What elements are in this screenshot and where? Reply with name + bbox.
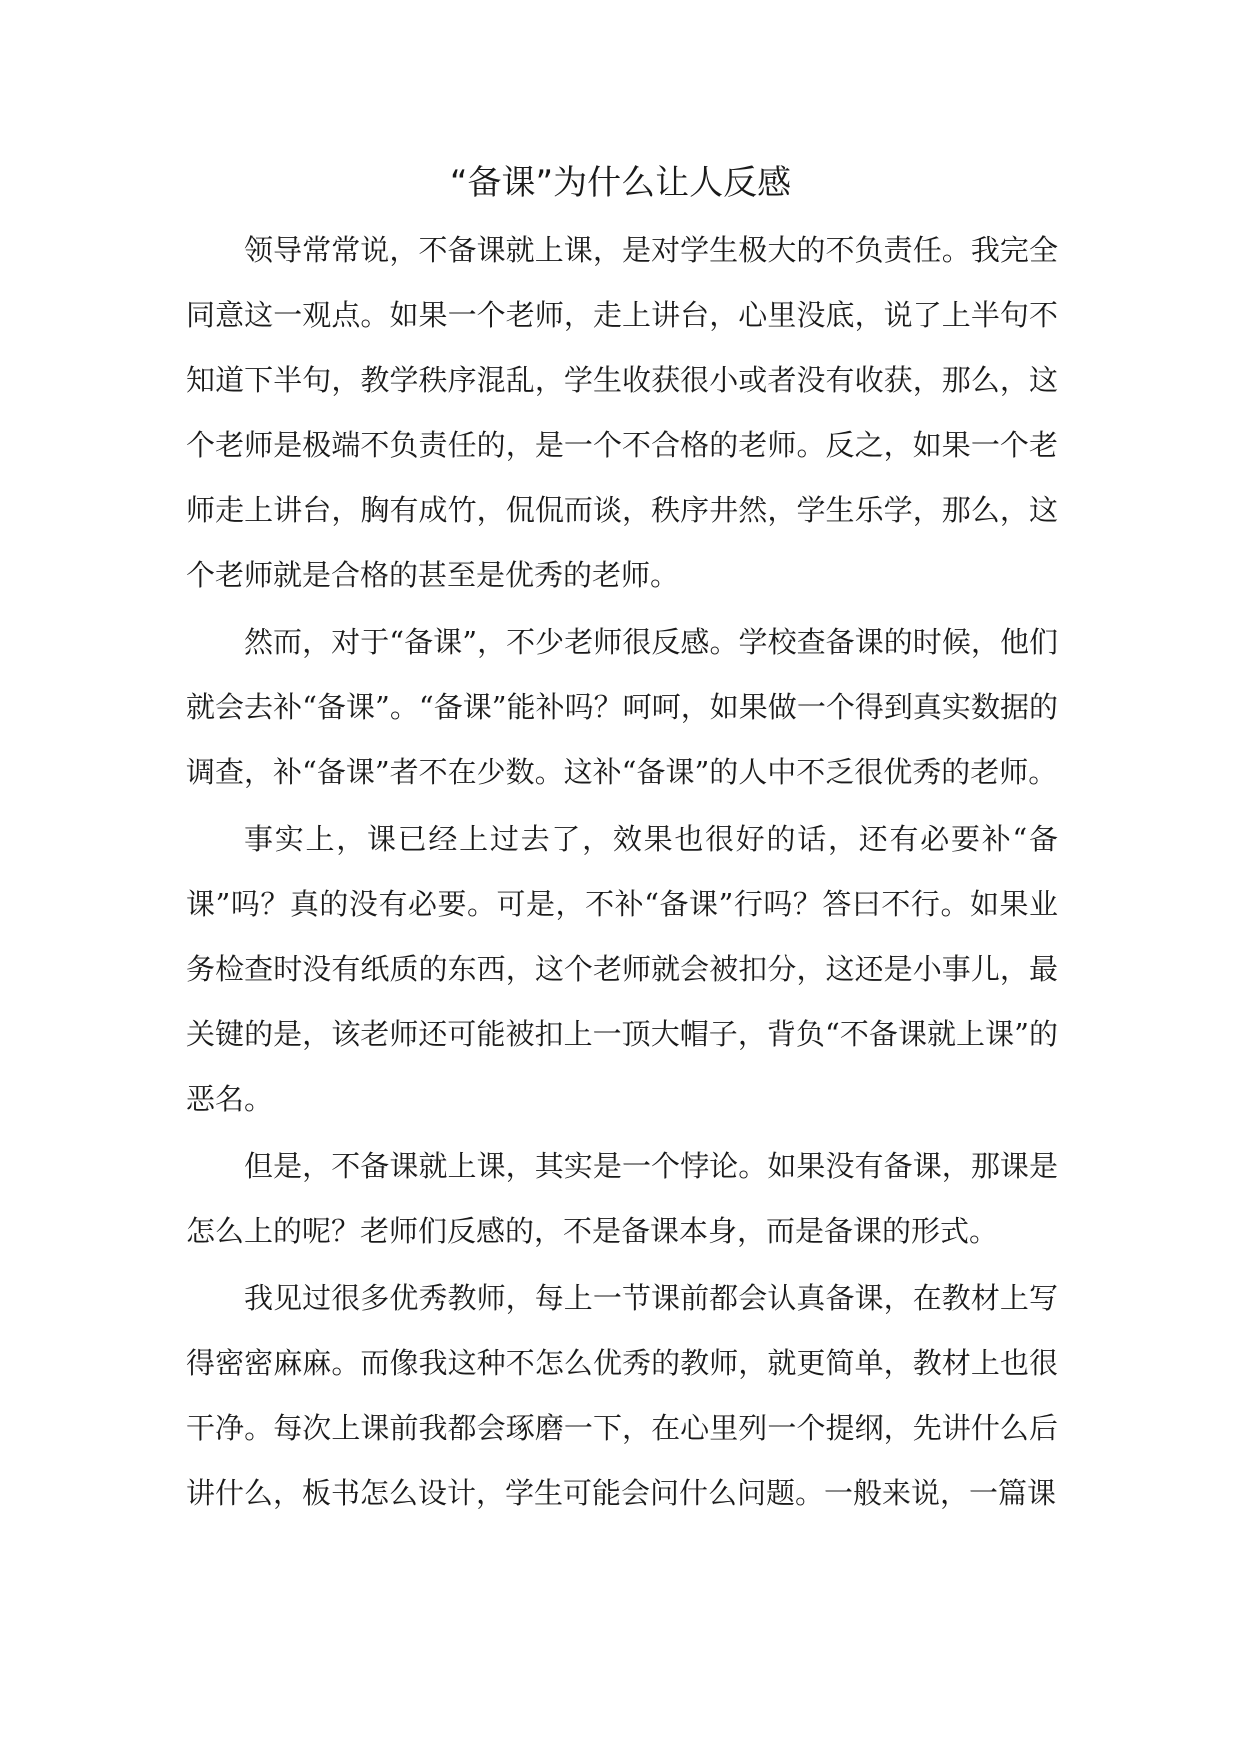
document-body bbox=[186, 218, 1058, 1528]
paragraph-2: 然而，对于“备课”，不少老师很反感。学校查备课的时候，他们就会去补“备课”。“备课”能补吗？呵呵，如果做一个得到真实数据的调查，补“备课”者不在少数。这补“备课”的人中不乏很优秀的老师。 bbox=[186, 625, 1058, 789]
paragraph-1: 领导常常说，不备课就上课，是对学生极大的不负责任。我完全同意这一观点。如果一个老师，走上讲台，心里没底，说了上半句不知道下半句，教学秩序混乱，学生收获很小或者没有收获，那么，这个老师是极端不负责任的，是一个不合格的老师。反之，如果一个老师走上讲台，胸有成竹，侃侃而谈，秩序井然，学生乐学，那么，这个老师就是合格的甚至是优秀的老师。 bbox=[186, 233, 1058, 592]
paragraph-5: 我见过很多优秀教师，每上一节课前都会认真备课，在教材上写得密密麻麻。而像我这种不怎么优秀的教师，就更简单，教材上也很干净。每次上课前我都会琢磨一下，在心里列一个提纲，先讲什么后讲什么，板书怎么设计，学生可能会问什么问题。一般来说，一篇课 bbox=[186, 1281, 1058, 1510]
document-title: “备课”为什么让人反感 bbox=[449, 163, 792, 203]
paragraph-3: 事实上，课已经上过去了，效果也很好的话，还有必要补“备课”吗？真的没有必要。可是，不补“备课”行吗？答曰不行。如果业务检查时没有纸质的东西，这个老师就会被扣分，这还是小事儿，最关键的是，该老师还可能被扣上一顶大帽子，背负“不备课就上课”的恶名。 bbox=[186, 822, 1058, 1116]
paragraph-4: 但是，不备课就上课，其实是一个悖论。如果没有备课，那课是怎么上的呢？老师们反感的，不是备课本身，而是备课的形式。 bbox=[186, 1149, 1058, 1248]
